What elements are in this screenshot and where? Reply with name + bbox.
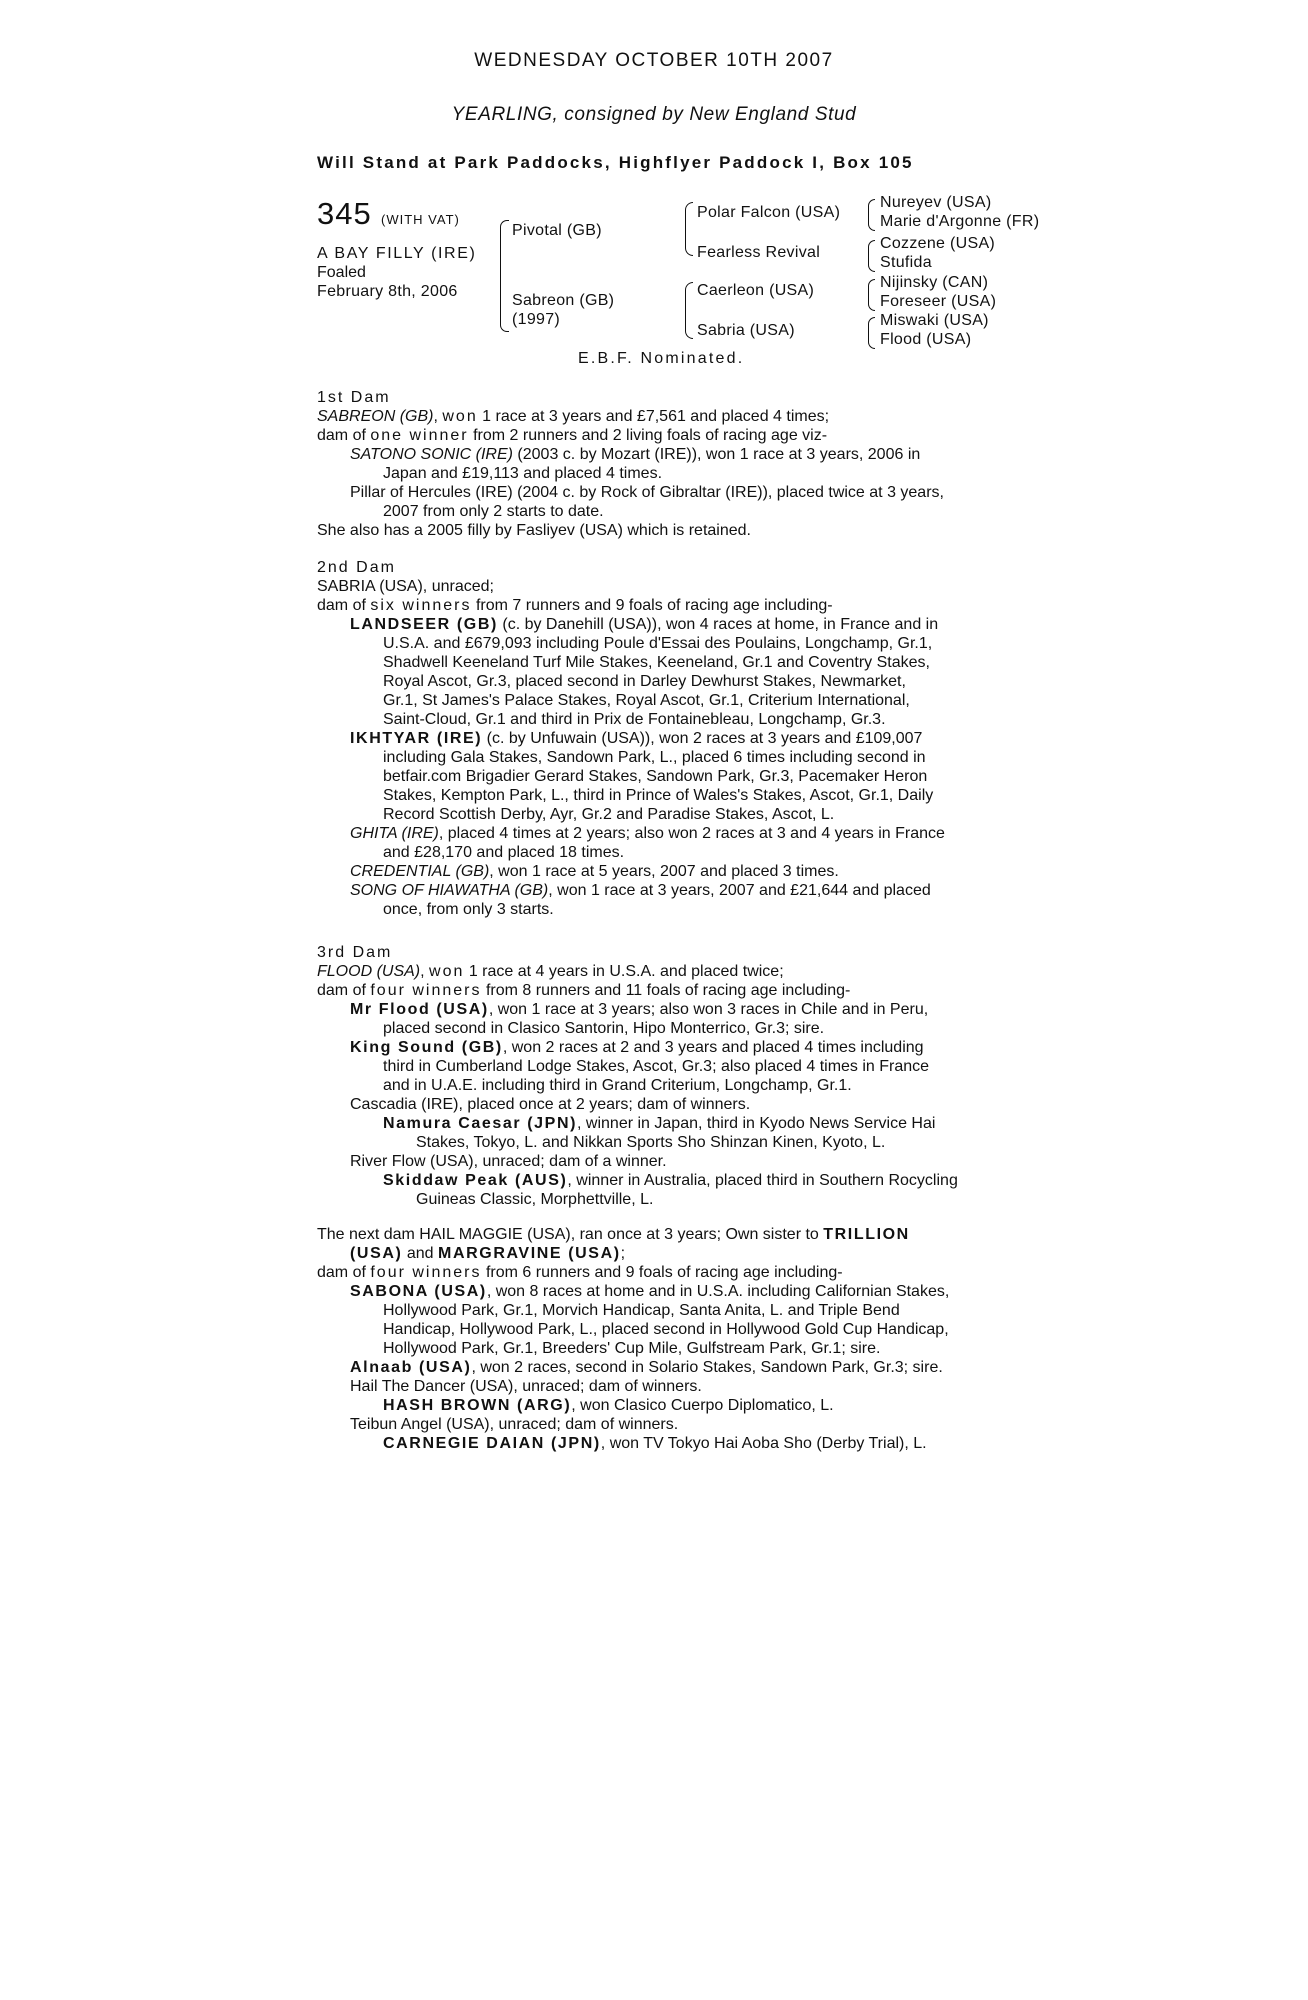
progeny-entry: SATONO SONIC (IRE) (2003 c. by Mozart (IRE)), won 1 race at 3 years, 2006 in xyxy=(350,446,921,463)
progeny-continuation: Shadwell Keeneland Turf Mile Stakes, Keeneland, Gr.1 and Coventry Stakes, xyxy=(383,654,930,671)
sss-name: Nureyev (USA) xyxy=(880,194,992,211)
progeny-continuation: and £28,170 and placed 18 times. xyxy=(383,844,625,861)
bracket-polar-falcon xyxy=(868,199,875,231)
produce-summary: dam of four winners from 8 runners and 11 foals of racing age including- xyxy=(317,982,851,999)
progeny-continuation: 2007 from only 2 starts to date. xyxy=(383,503,604,520)
dam-line: FLOOD (USA), won 1 race at 4 years in U.S.A. and placed twice; xyxy=(317,963,784,980)
progeny-entry: Teibun Angel (USA), unraced; dam of winners. xyxy=(350,1416,679,1433)
dam-parents-bracket xyxy=(685,282,693,339)
dam-line: SABRIA (USA), unraced; xyxy=(317,578,494,595)
progeny-entry: Pillar of Hercules (IRE) (2004 c. by Rock of Gibraltar (IRE)), placed twice at 3 years, xyxy=(350,484,944,501)
progeny-continuation: once, from only 3 starts. xyxy=(383,901,554,918)
foaled-label: Foaled xyxy=(317,264,366,281)
progeny-continuation: Stakes, Tokyo, L. and Nikkan Sports Sho Shinzan Kinen, Kyoto, L. xyxy=(416,1134,886,1151)
progeny-entry: Mr Flood (USA), won 1 race at 3 years; also won 3 races in Chile and in Peru, xyxy=(350,1001,929,1018)
dds-name: Miswaki (USA) xyxy=(880,312,989,329)
next-dam-section xyxy=(317,1225,1017,1453)
progeny-entry: IKHTYAR (IRE) (c. by Unfuwain (USA)), won 2 races at 3 years and £109,007 xyxy=(350,730,923,747)
dam-dam-name: Sabria (USA) xyxy=(697,322,795,339)
dss-name: Nijinsky (CAN) xyxy=(880,274,989,291)
progeny-continuation: Guineas Classic, Morphettville, L. xyxy=(416,1191,654,1208)
progeny-continuation: betfair.com Brigadier Gerard Stakes, Sandown Park, Gr.3, Pacemaker Heron xyxy=(383,768,928,785)
bracket-sabria xyxy=(868,317,875,349)
progeny-continuation: Japan and £19,113 and placed 4 times. xyxy=(383,465,663,482)
progeny-entry: SONG OF HIAWATHA (GB), won 1 race at 3 years, 2007 and £21,644 and placed xyxy=(350,882,931,899)
progeny-continuation: including Gala Stakes, Sandown Park, L., placed 6 times including second in xyxy=(383,749,926,766)
progeny-entry: LANDSEER (GB) (c. by Danehill (USA)), won 4 races at home, in France and in xyxy=(350,616,939,633)
grand-progeny-entry: Skiddaw Peak (AUS), winner in Australia, placed third in Southern Rocycling xyxy=(383,1172,958,1189)
dsd-name: Foreseer (USA) xyxy=(880,293,997,310)
progeny-continuation: and in U.A.E. including third in Grand Criterium, Longchamp, Gr.1. xyxy=(383,1077,852,1094)
progeny-continuation: Royal Ascot, Gr.3, placed second in Darley Dewhurst Stakes, Newmarket, xyxy=(383,673,906,690)
bracket-caerleon xyxy=(868,279,875,311)
sire-dam-name: Fearless Revival xyxy=(697,244,821,261)
foaled-date: February 8th, 2006 xyxy=(317,283,458,300)
produce-summary: dam of one winner from 2 runners and 2 living foals of racing age viz- xyxy=(317,427,828,444)
bracket-fearless-revival xyxy=(868,240,875,272)
ddd-name: Flood (USA) xyxy=(880,331,972,348)
progeny-continuation: Handicap, Hollywood Park, L., placed second in Hollywood Gold Cup Handicap, xyxy=(383,1321,949,1338)
progeny-continuation: Hollywood Park, Gr.1, Breeders' Cup Mile, Gulfstream Park, Gr.1; sire. xyxy=(383,1340,881,1357)
progeny-continuation: placed second in Clasico Santorin, Hipo Monterrico, Gr.3; sire. xyxy=(383,1020,825,1037)
progeny-entry: Alnaab (USA), won 2 races, second in Solario Stakes, Sandown Park, Gr.3; sire. xyxy=(350,1359,943,1376)
lot-description: A BAY FILLY (IRE) xyxy=(317,245,477,262)
sire-name: Pivotal (GB) xyxy=(512,222,602,239)
dam-line: SABREON (GB), won 1 race at 3 years and £7,561 and placed 4 times; xyxy=(317,408,830,425)
grand-progeny-entry: HASH BROWN (ARG), won Clasico Cuerpo Diplomatico, L. xyxy=(383,1397,834,1414)
progeny-continuation: Stakes, Kempton Park, L., third in Prince of Wales's Stakes, Ascot, Gr.1, Daily xyxy=(383,787,934,804)
progeny-entry: Hail The Dancer (USA), unraced; dam of winners. xyxy=(350,1378,702,1395)
dam-year: (1997) xyxy=(512,311,561,328)
sale-date: WEDNESDAY OCTOBER 10TH 2007 xyxy=(474,50,834,71)
dam-sire-name: Caerleon (USA) xyxy=(697,282,815,299)
dam-line: The next dam HAIL MAGGIE (USA), ran once at 3 years; Own sister to TRILLION xyxy=(317,1226,910,1243)
sds-name: Cozzene (USA) xyxy=(880,235,996,252)
lot-number: 345 xyxy=(317,196,372,231)
stand-location: Will Stand at Park Paddocks, Highflyer Paddock I, Box 105 xyxy=(317,153,914,172)
progeny-entry: CREDENTIAL (GB), won 1 race at 5 years, 2007 and placed 3 times. xyxy=(350,863,839,880)
progeny-continuation: Gr.1, St James's Palace Stakes, Royal Ascot, Gr.1, Criterium International, xyxy=(383,692,910,709)
dam-name: Sabreon (GB) xyxy=(512,292,615,309)
progeny-entry: SABONA (USA), won 8 races at home and in U.S.A. including Californian Stakes, xyxy=(350,1283,950,1300)
sdd-name: Stufida xyxy=(880,254,932,271)
progeny-continuation: Hollywood Park, Gr.1, Morvich Handicap, Santa Anita, L. and Triple Bend xyxy=(383,1302,900,1319)
produce-summary: dam of four winners from 6 runners and 9 foals of racing age including- xyxy=(317,1264,843,1281)
section-heading: 2nd Dam xyxy=(317,559,396,576)
ssd-name: Marie d'Argonne (FR) xyxy=(880,213,1040,230)
progeny-entry: River Flow (USA), unraced; dam of a winner. xyxy=(350,1153,667,1170)
third-dam-section xyxy=(317,943,1017,1209)
grand-progeny-entry: CARNEGIE DAIAN (JPN), won TV Tokyo Hai Aoba Sho (Derby Trial), L. xyxy=(383,1435,927,1452)
section-heading: 3rd Dam xyxy=(317,944,393,961)
progeny-entry: Cascadia (IRE), placed once at 2 years; dam of winners. xyxy=(350,1096,751,1113)
dam-line-continuation: (USA) and MARGRAVINE (USA); xyxy=(350,1245,626,1262)
progeny-continuation: U.S.A. and £679,093 including Poule d'Essai des Poulains, Longchamp, Gr.1, xyxy=(383,635,933,652)
sire-sire-name: Polar Falcon (USA) xyxy=(697,204,841,221)
progeny-continuation: Saint-Cloud, Gr.1 and third in Prix de Fontainebleau, Longchamp, Gr.3. xyxy=(383,711,886,728)
grand-progeny-entry: Namura Caesar (JPN), winner in Japan, third in Kyodo News Service Hai xyxy=(383,1115,936,1132)
sire-parents-bracket xyxy=(685,202,693,256)
first-dam-section xyxy=(317,388,1017,540)
sire-dam-bracket xyxy=(500,220,509,332)
progeny-entry: King Sound (GB), won 2 races at 2 and 3 years and placed 4 times including xyxy=(350,1039,924,1056)
progeny-continuation: Record Scottish Derby, Ayr, Gr.2 and Paradise Stakes, Ascot, L. xyxy=(383,806,835,823)
vat-note: (WITH VAT) xyxy=(381,212,460,227)
consignment-line: YEARLING, consigned by New England Stud xyxy=(451,104,857,125)
produce-summary: dam of six winners from 7 runners and 9 foals of racing age including- xyxy=(317,597,833,614)
progeny-entry: GHITA (IRE), placed 4 times at 2 years; also won 2 races at 3 and 4 years in France xyxy=(350,825,945,842)
section-heading: 1st Dam xyxy=(317,389,391,406)
progeny-continuation: third in Cumberland Lodge Stakes, Ascot, Gr.3; also placed 4 times in France xyxy=(383,1058,930,1075)
second-dam-section xyxy=(317,558,1017,919)
retained-note: She also has a 2005 filly by Fasliyev (USA) which is retained. xyxy=(317,522,751,539)
ebf-note: E.B.F. Nominated. xyxy=(578,350,745,367)
